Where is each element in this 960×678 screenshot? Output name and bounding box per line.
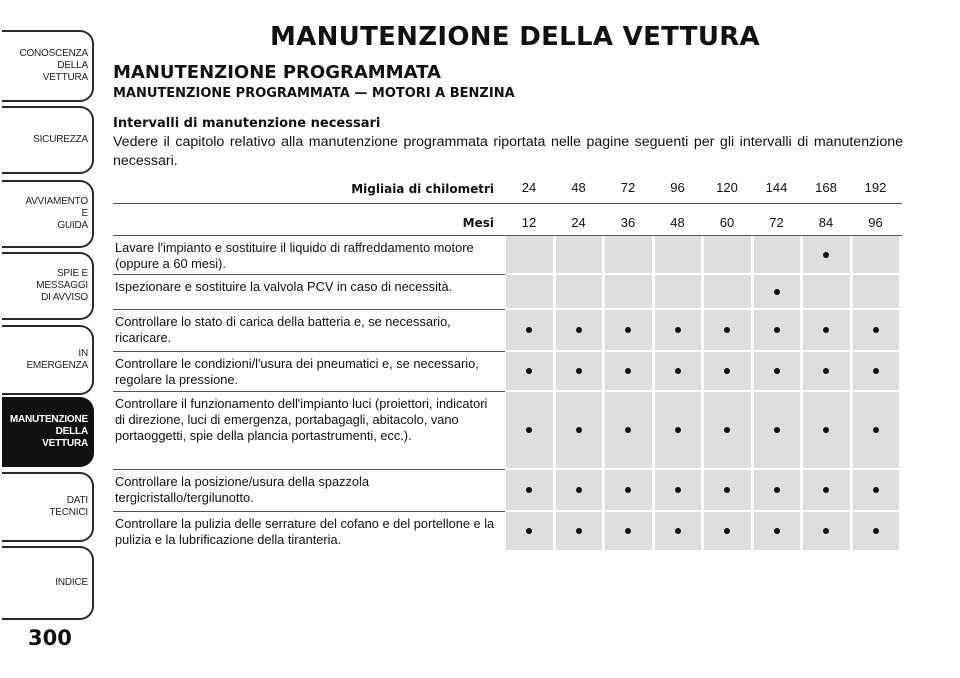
tab-label: INDICE <box>55 577 88 588</box>
maintenance-dot <box>873 528 879 534</box>
maintenance-dot <box>873 368 879 374</box>
intervals-heading: Intervalli di manutenzione necessari <box>113 116 381 131</box>
row-description: Controllare le condizioni/l'usura dei pneumatici e, se necessario, regolare la pressione. <box>115 356 479 387</box>
tab-label: SICUREZZA <box>33 134 88 145</box>
interval-cell <box>853 275 900 308</box>
tab-in-emergenza[interactable] <box>2 325 94 395</box>
interval-cell <box>803 275 850 308</box>
months-value: 12 <box>521 215 537 230</box>
interval-cell <box>655 236 702 273</box>
row-description: Controllare la pulizia delle serrature del cofano e del portellone e la pulizia e la lubrificazione della tiranteria. <box>115 516 495 547</box>
maintenance-dot <box>873 427 879 433</box>
row-description: Ispezionare e sostituire la valvola PCV in caso di necessità. <box>115 279 453 294</box>
row-description: Lavare l'impianto e sostituire il liquido di raffreddamento motore (oppure a 60 mesi). <box>115 240 474 271</box>
tab-avviamento-e-guida[interactable] <box>2 180 94 248</box>
row-description: Controllare la posizione/usura della spazzola tergicristallo/tergilunotto. <box>115 474 369 505</box>
tab-conoscenza-della-vettura[interactable] <box>2 30 94 102</box>
km-value: 24 <box>521 180 537 195</box>
km-value: 72 <box>620 180 636 195</box>
km-value: 144 <box>765 180 788 195</box>
interval-cell <box>506 236 553 273</box>
table-divider <box>113 274 505 275</box>
km-value: 120 <box>716 180 738 195</box>
interval-cell <box>704 236 751 273</box>
months-value: 72 <box>769 215 784 230</box>
maintenance-dot <box>774 427 780 433</box>
maintenance-dot <box>675 528 681 534</box>
table-divider <box>113 203 902 204</box>
table-divider <box>113 391 505 392</box>
months-value: 96 <box>868 215 883 230</box>
page-number: 300 <box>28 626 72 650</box>
tab-spie-e-messaggi-di-avviso[interactable] <box>2 252 94 320</box>
maintenance-dot <box>774 487 780 493</box>
km-value: 192 <box>864 180 887 195</box>
maintenance-dot <box>774 528 780 534</box>
tab-label: SPIE E MESSAGGI DI AVVISO <box>36 268 88 303</box>
maintenance-dot <box>774 289 780 295</box>
km-value: 48 <box>571 180 586 195</box>
months-value: 84 <box>818 215 834 230</box>
maintenance-dot <box>675 327 681 333</box>
maintenance-dot <box>675 368 681 374</box>
months-value: 24 <box>571 215 586 230</box>
row-description: Controllare il funzionamento dell'impianto luci (proiettori, indicatori di direzione, luci di emergenza, portabagagli, abitacolo, vano portaoggetti, spie della plancia portastrumenti, ecc.). <box>115 396 488 443</box>
table-divider <box>113 351 505 352</box>
interval-cell <box>853 236 900 273</box>
km-header-label: Migliaia di chilometri <box>351 182 494 196</box>
maintenance-dot <box>576 528 582 534</box>
table-divider <box>113 469 505 470</box>
interval-cell <box>754 236 801 273</box>
km-value: 168 <box>815 180 837 195</box>
tab-label: DATI TECNICI <box>49 495 88 518</box>
maintenance-dot <box>576 327 582 333</box>
tab-manutenzione-della-vettura[interactable] <box>2 397 94 467</box>
maintenance-dot <box>576 487 582 493</box>
tab-sicurezza[interactable] <box>2 106 94 174</box>
maintenance-dot <box>675 427 681 433</box>
maintenance-dot <box>873 327 879 333</box>
maintenance-dot <box>873 487 879 493</box>
months-value: 60 <box>719 215 735 230</box>
km-value: 96 <box>670 180 685 195</box>
tab-label: AVVIAMENTO E GUIDA <box>25 196 88 231</box>
maintenance-dot <box>774 368 780 374</box>
tab-label: IN EMERGENZA <box>26 348 88 371</box>
maintenance-dot <box>823 252 829 258</box>
interval-cell <box>605 275 652 308</box>
interval-cell <box>556 236 603 273</box>
interval-cell <box>556 275 603 308</box>
maintenance-dot <box>576 427 582 433</box>
tab-dati-tecnici[interactable] <box>2 472 94 542</box>
section-title: MANUTENZIONE PROGRAMMATA <box>113 62 441 83</box>
months-value: 48 <box>670 215 685 230</box>
interval-cell <box>704 275 751 308</box>
row-description: Controllare lo stato di carica della batteria e, se necessario, ricaricare. <box>115 314 451 345</box>
table-divider <box>113 309 505 310</box>
maintenance-dot <box>675 487 681 493</box>
tab-indice[interactable] <box>2 546 94 620</box>
table-divider <box>113 511 505 512</box>
interval-cell <box>655 275 702 308</box>
interval-cell <box>605 236 652 273</box>
maintenance-dot <box>774 327 780 333</box>
subsection-title: MANUTENZIONE PROGRAMMATA — MOTORI A BENZINA <box>113 86 515 101</box>
tab-label: MANUTENZIONE DELLA VETTURA <box>9 414 88 449</box>
intro-paragraph: Vedere il capitolo relativo alla manutenzione programmata riportata nelle pagine seguenti per gli intervalli di manutenzione necessari. <box>113 134 903 169</box>
page-title: MANUTENZIONE DELLA VETTURA <box>270 22 760 52</box>
interval-cell <box>506 275 553 308</box>
maintenance-dot <box>576 368 582 374</box>
months-header-label: Mesi <box>462 216 494 230</box>
months-value: 36 <box>620 215 636 230</box>
tab-label: CONOSCENZA DELLA VETTURA <box>19 48 88 83</box>
